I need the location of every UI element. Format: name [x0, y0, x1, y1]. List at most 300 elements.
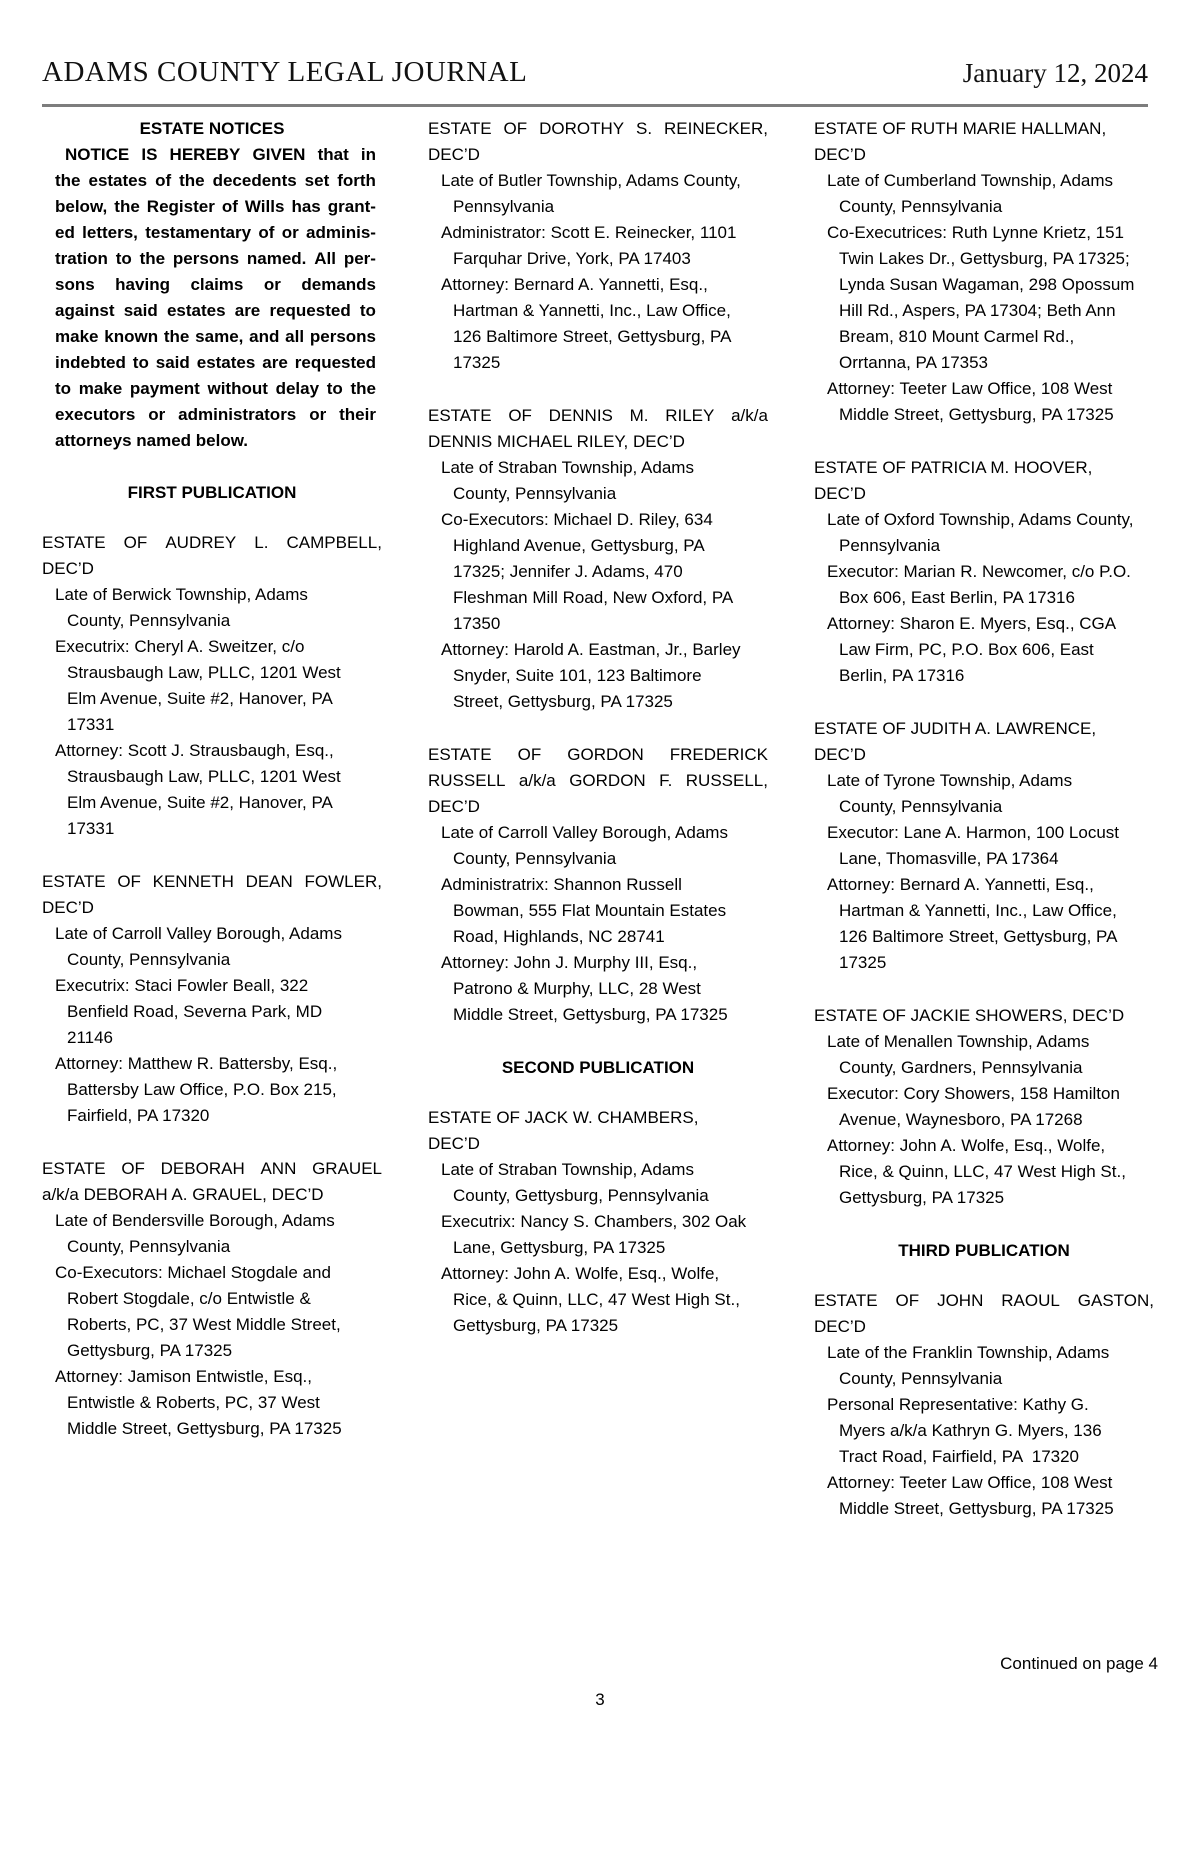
estate-item [428, 1157, 768, 1209]
notice-line [55, 350, 376, 376]
estate-item [814, 768, 1154, 820]
word: ESTATE [428, 745, 492, 764]
estate-title-line [428, 768, 768, 794]
estate-item-line: 126 Baltimore Street, Gettysburg, PA [839, 927, 1118, 946]
word: OF [117, 872, 141, 891]
word: to [55, 379, 72, 398]
estate-item-line: Hartman & Yannetti, Inc., Law Office, [839, 901, 1117, 920]
estate-item-line: County, Pennsylvania [839, 197, 1003, 216]
word: GASTON, [1077, 1291, 1154, 1310]
estate-title-line: DEC’D [42, 898, 94, 917]
estate-item-line: Lynda Susan Wagaman, 298 Opossum [839, 275, 1135, 294]
estate-item-line: Middle Street, Gettysburg, PA 17325 [453, 1005, 728, 1024]
notice-line: attorneys named below. [55, 431, 249, 450]
estate-item-line: 17350 [453, 614, 501, 633]
word: to [132, 353, 149, 372]
estate-item-line: Attorney: Scott J. Strausbaugh, Esq., [55, 741, 334, 760]
word: IS [141, 145, 158, 164]
estate-item-line: Late of Bendersville Borough, Adams [55, 1211, 335, 1230]
estate-notice [428, 116, 768, 376]
notice-line [55, 220, 376, 246]
estate-item-line: Attorney: Bernard A. Yannetti, Esq., [827, 875, 1094, 894]
word: ESTATE [42, 1159, 106, 1178]
word: are [234, 301, 261, 320]
estate-title-line [42, 869, 382, 895]
estate-item-line: Tract Road, Fairfield, PA 17320 [839, 1447, 1080, 1466]
word: OF [121, 1159, 145, 1178]
word: against [55, 301, 115, 320]
estate-item-line: Patrono & Murphy, LLC, 28 West [453, 979, 701, 998]
section-heading: FIRST PUBLICATION [127, 483, 297, 502]
estate-item-line: Co-Executrices: Ruth Lynne Krietz, 151 [827, 223, 1125, 242]
estate-item-line: Entwistle & Roberts, PC, 37 West [67, 1393, 320, 1412]
word: estates [166, 301, 226, 320]
estate-item-line: 21146 [67, 1028, 114, 1047]
estate-item [42, 634, 382, 738]
section-heading: SECOND PUBLICATION [501, 1058, 695, 1077]
section-heading: THIRD PUBLICATION [898, 1241, 1070, 1260]
estate-item-line: Benfield Road, Severna Park, MD [67, 1002, 323, 1021]
estate-title-line: ESTATE OF PATRICIA M. HOOVER, [814, 458, 1093, 477]
estate-item-line: County, Pennsylvania [453, 484, 617, 503]
estate-item-line: Farquhar Drive, York, PA 17403 [453, 249, 691, 268]
word: NOTICE [65, 145, 130, 164]
estate-item-line: Attorney: John A. Wolfe, Esq., Wolfe, [827, 1136, 1106, 1155]
estate-item-line: 17331 [67, 819, 115, 838]
estate-title-line: DENNIS MICHAEL RILEY, DEC’D [428, 432, 685, 451]
word: set [304, 171, 330, 190]
word: estates [88, 171, 148, 190]
word: adminis- [306, 223, 376, 242]
estate-item-line: County, Gettysburg, Pennsylvania [453, 1186, 709, 1205]
estate-item-line: Late of Oxford Township, Adams County, [827, 510, 1134, 529]
estate-item [428, 455, 768, 507]
estate-item [814, 1340, 1154, 1392]
word: tration [55, 249, 108, 268]
notice-line [55, 402, 376, 428]
estate-item-line: County, Gardners, Pennsylvania [839, 1058, 1083, 1077]
estate-notice [428, 1105, 768, 1339]
estate-item-line: Avenue, Waynesboro, PA 17268 [839, 1110, 1083, 1129]
estate-item-line: Late of Menallen Township, Adams [827, 1032, 1090, 1051]
estate-item-line: Attorney: John J. Murphy III, Esq., [441, 953, 698, 972]
word: OF [503, 119, 528, 138]
column-3 [814, 116, 1154, 1549]
word: letters, [82, 223, 138, 242]
word: FOWLER, [304, 872, 382, 891]
estate-title-line [42, 530, 382, 556]
estate-item-line: Rice, & Quinn, LLC, 47 West High St., [839, 1162, 1126, 1181]
word: said [155, 353, 190, 372]
estate-item-line: Pennsylvania [839, 536, 941, 555]
estate-item-line: Middle Street, Gettysburg, PA 17325 [839, 405, 1114, 424]
estate-item-line: Elm Avenue, Suite #2, Hanover, PA [67, 689, 333, 708]
word: ESTATE [428, 406, 492, 425]
estate-item [42, 1208, 382, 1260]
word: requested [294, 353, 376, 372]
estate-item-line: Late of Butler Township, Adams County, [441, 171, 741, 190]
word: in [360, 145, 376, 164]
word: indebted [55, 353, 126, 372]
word: without [207, 379, 268, 398]
estate-item-line: Roberts, PC, 37 West Middle Street, [67, 1315, 341, 1334]
estate-item-line: Late of Straban Township, Adams [441, 458, 694, 477]
word: GORDON [569, 771, 646, 790]
estate-title-line: DEC’D [428, 797, 480, 816]
estate-item-line: County, Pennsylvania [67, 1237, 231, 1256]
word: the [139, 249, 166, 268]
word: RUSSELL [428, 771, 506, 790]
word: of [155, 171, 172, 190]
column-2 [428, 116, 768, 1549]
estate-item-line: County, Pennsylvania [839, 1369, 1003, 1388]
estate-item-line: Highland Avenue, Gettysburg, PA [453, 536, 705, 555]
word: OF [517, 745, 542, 764]
word: below, [55, 197, 108, 216]
word: L. [254, 533, 269, 552]
estate-item [42, 582, 382, 634]
word: delay [275, 379, 320, 398]
estate-item-line: Snyder, Suite 101, 123 Baltimore [453, 666, 702, 685]
estate-item-line: Orrtanna, PA 17353 [839, 353, 989, 372]
estate-item [814, 220, 1154, 376]
word: or [309, 405, 327, 424]
estate-item [814, 376, 1154, 428]
estate-title-line: ESTATE OF JACK W. CHAMBERS, [428, 1108, 699, 1127]
estate-item [814, 872, 1154, 976]
estate-title-line [428, 742, 768, 768]
estate-item [814, 507, 1154, 559]
estate-item [814, 611, 1154, 689]
estate-item-line: Berlin, PA 17316 [839, 666, 965, 685]
word: a/k/a [731, 406, 768, 425]
estate-item-line: Late of the Franklin Township, Adams [827, 1343, 1110, 1362]
estate-item-line: Bowman, 555 Flat Mountain Estates [453, 901, 727, 920]
word: to [115, 249, 132, 268]
word: the [163, 327, 190, 346]
word: JOHN [937, 1291, 984, 1310]
estate-item [42, 973, 382, 1051]
estate-item [428, 820, 768, 872]
word: RILEY [665, 406, 715, 425]
estate-item-line: 126 Baltimore Street, Gettysburg, PA [453, 327, 732, 346]
estate-item [814, 820, 1154, 872]
estate-item-line: Lane, Gettysburg, PA 17325 [453, 1238, 666, 1257]
estate-notice [814, 116, 1154, 428]
word: administrators [178, 405, 297, 424]
word: GRAUEL [312, 1159, 382, 1178]
word: estates [196, 353, 256, 372]
estate-item-line: County, Pennsylvania [67, 950, 231, 969]
estate-item-line: Bream, 810 Mount Carmel Rd., [839, 327, 1075, 346]
word: the [114, 197, 140, 216]
estate-notice [814, 455, 1154, 689]
estate-title-line [42, 1156, 382, 1182]
word: grant- [327, 197, 376, 216]
estate-item-line: Robert Stogdale, c/o Entwistle & [67, 1289, 311, 1308]
estate-item-line: Attorney: Teeter Law Office, 108 West [827, 379, 1113, 398]
estate-item-line: Gettysburg, PA 17325 [453, 1316, 619, 1335]
column-1 [42, 116, 382, 1549]
notice-paragraph [55, 142, 376, 454]
estate-item [814, 168, 1154, 220]
estate-title-line: DEC’D [814, 145, 866, 164]
estate-item-line: Administrator: Scott E. Reinecker, 1101 [441, 223, 737, 242]
word: All [314, 249, 336, 268]
estate-notice [42, 1156, 382, 1442]
estate-item-line: Attorney: John A. Wolfe, Esq., Wolfe, [441, 1264, 720, 1283]
estate-item-line: Strausbaugh Law, PLLC, 1201 West [67, 663, 341, 682]
word: of [221, 197, 238, 216]
word: known [104, 327, 159, 346]
estate-title-line [428, 116, 768, 142]
word: or [263, 275, 281, 294]
estate-item-line: Late of Carroll Valley Borough, Adams [441, 823, 728, 842]
estate-item [428, 1209, 768, 1261]
estate-item [428, 168, 768, 220]
notice-line [55, 376, 376, 402]
notice-line [55, 168, 376, 194]
estate-item-line: Late of Tyrone Township, Adams [827, 771, 1073, 790]
word: same, [195, 327, 244, 346]
issue-date: January 12, 2024 [962, 58, 1148, 88]
estate-item-line: 17325 [839, 953, 887, 972]
estate-item [428, 637, 768, 715]
word: a/k/a [518, 771, 556, 790]
word: persons [172, 249, 240, 268]
estate-item-line: Attorney: Bernard A. Yannetti, Esq., [441, 275, 708, 294]
estate-notice [814, 716, 1154, 976]
estate-title-line: ESTATE OF JUDITH A. LAWRENCE, [814, 719, 1097, 738]
word: FREDERICK [669, 745, 768, 764]
estate-item-line: Personal Representative: Kathy G. [827, 1395, 1089, 1414]
word: ESTATE [428, 119, 492, 138]
word: GIVEN [252, 145, 306, 164]
estate-title-line: ESTATE OF JACKIE SHOWERS, DEC’D [814, 1006, 1125, 1025]
notice-line [55, 324, 376, 350]
estate-title-line [428, 403, 768, 429]
word: AUDREY [165, 533, 237, 552]
estate-item-line: Attorney: Jamison Entwistle, Esq., [55, 1367, 312, 1386]
estate-item-line: Hartman & Yannetti, Inc., Law Office, [453, 301, 731, 320]
estate-item-line: Attorney: Matthew R. Battersby, Esq., [55, 1054, 338, 1073]
estate-item-line: Middle Street, Gettysburg, PA 17325 [67, 1419, 342, 1438]
notice-line [55, 272, 376, 298]
word: or [148, 405, 166, 424]
estate-item-line: Lane, Thomasville, PA 17364 [839, 849, 1059, 868]
estate-item [428, 1261, 768, 1339]
estate-item-line: Hill Rd., Aspers, PA 17304; Beth Ann [839, 301, 1116, 320]
estate-item-line: Late of Carroll Valley Borough, Adams [55, 924, 342, 943]
word: having [115, 275, 170, 294]
word: M. [629, 406, 649, 425]
estate-item [42, 921, 382, 973]
estate-item-line: Fairfield, PA 17320 [67, 1106, 210, 1125]
notice-line [55, 142, 376, 168]
estate-item-line: County, Pennsylvania [67, 611, 231, 630]
word: their [339, 405, 376, 424]
word: ESTATE [42, 533, 106, 552]
estate-item-line: County, Pennsylvania [839, 797, 1003, 816]
word: named. [246, 249, 307, 268]
notice-line [55, 246, 376, 272]
estate-title-line: DEC’D [428, 1134, 480, 1153]
estate-item-line: Strausbaugh Law, PLLC, 1201 West [67, 767, 341, 786]
page-number: 3 [595, 1690, 605, 1709]
word: the [55, 171, 81, 190]
estate-item [814, 1470, 1154, 1522]
word: DOROTHY [539, 119, 625, 138]
estate-item [428, 272, 768, 376]
estate-title-line: DEC’D [814, 745, 866, 764]
estate-title-line: DEC’D [42, 559, 94, 578]
word: Wills [244, 197, 285, 216]
estate-item-line: Box 606, East Berlin, PA 17316 [839, 588, 1075, 607]
estate-item-line: County, Pennsylvania [453, 849, 617, 868]
word: S. [636, 119, 653, 138]
estate-item [42, 1051, 382, 1129]
estate-item-line: Executrix: Staci Fowler Beall, 322 [55, 976, 309, 995]
word: forth [337, 171, 376, 190]
word: to [326, 379, 343, 398]
estate-notice [428, 742, 768, 1028]
estate-item-line: Elm Avenue, Suite #2, Hanover, PA [67, 793, 333, 812]
estate-item [42, 1260, 382, 1364]
estate-item-line: Co-Executors: Michael Stogdale and [55, 1263, 331, 1282]
estate-item [428, 507, 768, 637]
word: of [258, 223, 275, 242]
estate-notice [42, 869, 382, 1129]
estate-item-line: Executor: Lane A. Harmon, 100 Locust [827, 823, 1120, 842]
word: per- [343, 249, 376, 268]
estate-title-line: a/k/a DEBORAH A. GRAUEL, DEC’D [42, 1185, 324, 1204]
word: ESTATE [42, 872, 106, 891]
word: KENNETH [152, 872, 234, 891]
word: decedents [212, 171, 297, 190]
estate-item [814, 1029, 1154, 1081]
estate-item-line: Twin Lakes Dr., Gettysburg, PA 17325; [839, 249, 1130, 268]
header-rule [42, 104, 1148, 107]
estate-item-line: Gettysburg, PA 17325 [839, 1188, 1005, 1207]
word: all [285, 327, 305, 346]
estate-item-line: Law Firm, PC, P.O. Box 606, East [839, 640, 1094, 659]
estate-item-line: Myers a/k/a Kathryn G. Myers, 136 [839, 1421, 1102, 1440]
estate-notice [814, 1003, 1154, 1211]
estate-item-line: Executrix: Cheryl A. Sweitzer, c/o [55, 637, 305, 656]
word: persons [309, 327, 376, 346]
word: OF [508, 406, 532, 425]
estate-item [814, 1081, 1154, 1133]
estate-title-line: DEC’D [428, 145, 480, 164]
estate-item-line: Attorney: Teeter Law Office, 108 West [827, 1473, 1113, 1492]
columns-container [42, 116, 1154, 1549]
word: CAMPBELL, [286, 533, 382, 552]
notice-line [55, 298, 376, 324]
estate-item [814, 559, 1154, 611]
estate-item-line: Executrix: Nancy S. Chambers, 302 Oak [441, 1212, 747, 1231]
estate-item [428, 872, 768, 950]
word: ed [55, 223, 75, 242]
word: GORDON [567, 745, 644, 764]
word: are [262, 353, 288, 372]
estate-item-line: Road, Highlands, NC 28741 [453, 927, 665, 946]
word: sons [55, 275, 95, 294]
word: demands [301, 275, 376, 294]
word: OF [895, 1291, 920, 1310]
word: DEBORAH [160, 1159, 245, 1178]
estate-item-line: Attorney: Sharon E. Myers, Esq., CGA [827, 614, 1117, 633]
word: make [78, 379, 123, 398]
estate-item [42, 738, 382, 842]
estate-notices-heading: ESTATE NOTICES [139, 119, 285, 138]
word: has [291, 197, 321, 216]
word: ESTATE [814, 1291, 878, 1310]
word: make [55, 327, 99, 346]
estate-title-line [814, 1288, 1154, 1314]
estate-notice [42, 530, 382, 842]
word: F. [659, 771, 673, 790]
journal-title: ADAMS COUNTY LEGAL JOURNAL [42, 56, 528, 88]
estate-item [814, 1392, 1154, 1470]
word: Register [146, 197, 215, 216]
word: HEREBY [169, 145, 241, 164]
word: the [179, 171, 205, 190]
estate-item-line: Street, Gettysburg, PA 17325 [453, 692, 673, 711]
estate-item [42, 1364, 382, 1442]
word: DEAN [245, 872, 293, 891]
word: executors [55, 405, 136, 424]
estate-item-line: Executor: Marian R. Newcomer, c/o P.O. [827, 562, 1131, 581]
estate-item-line: Attorney: Harold A. Eastman, Jr., Barley [441, 640, 741, 659]
estate-item-line: 17325 [453, 353, 501, 372]
estate-item-line: Late of Cumberland Township, Adams [827, 171, 1114, 190]
word: OF [123, 533, 148, 552]
estate-item-line: Co-Executors: Michael D. Riley, 634 [441, 510, 713, 529]
word: DENNIS [548, 406, 613, 425]
estate-item-line: Rice, & Quinn, LLC, 47 West High St., [453, 1290, 740, 1309]
estate-notice [814, 1288, 1154, 1522]
word: that [317, 145, 349, 164]
word: RUSSELL, [685, 771, 768, 790]
estate-item-line: Executor: Cory Showers, 158 Hamilton [827, 1084, 1120, 1103]
estate-item-line: Administratrix: Shannon Russell [441, 875, 682, 894]
estate-item-line: Battersby Law Office, P.O. Box 215, [67, 1080, 337, 1099]
estate-item [814, 1133, 1154, 1211]
estate-title-line: DEC’D [814, 1317, 866, 1336]
estate-item-line: Late of Berwick Township, Adams [55, 585, 308, 604]
word: RAOUL [1001, 1291, 1060, 1310]
estate-item-line: Pennsylvania [453, 197, 555, 216]
word: ANN [260, 1159, 297, 1178]
estate-item-line: 17325; Jennifer J. Adams, 470 [453, 562, 683, 581]
estate-notice [428, 403, 768, 715]
estate-item [428, 950, 768, 1028]
estate-item-line: Middle Street, Gettysburg, PA 17325 [839, 1499, 1114, 1518]
word: payment [129, 379, 200, 398]
word: and [249, 327, 280, 346]
estate-item-line: Late of Straban Township, Adams [441, 1160, 694, 1179]
notice-line [55, 194, 376, 220]
word: testamentary [145, 223, 252, 242]
estate-title-line: DEC’D [814, 484, 866, 503]
word: to [359, 301, 376, 320]
estate-item-line: Gettysburg, PA 17325 [67, 1341, 233, 1360]
word: REINECKER, [664, 119, 768, 138]
estate-item [428, 220, 768, 272]
word: said [123, 301, 158, 320]
estate-item-line: 17331 [67, 715, 115, 734]
word: claims [190, 275, 244, 294]
